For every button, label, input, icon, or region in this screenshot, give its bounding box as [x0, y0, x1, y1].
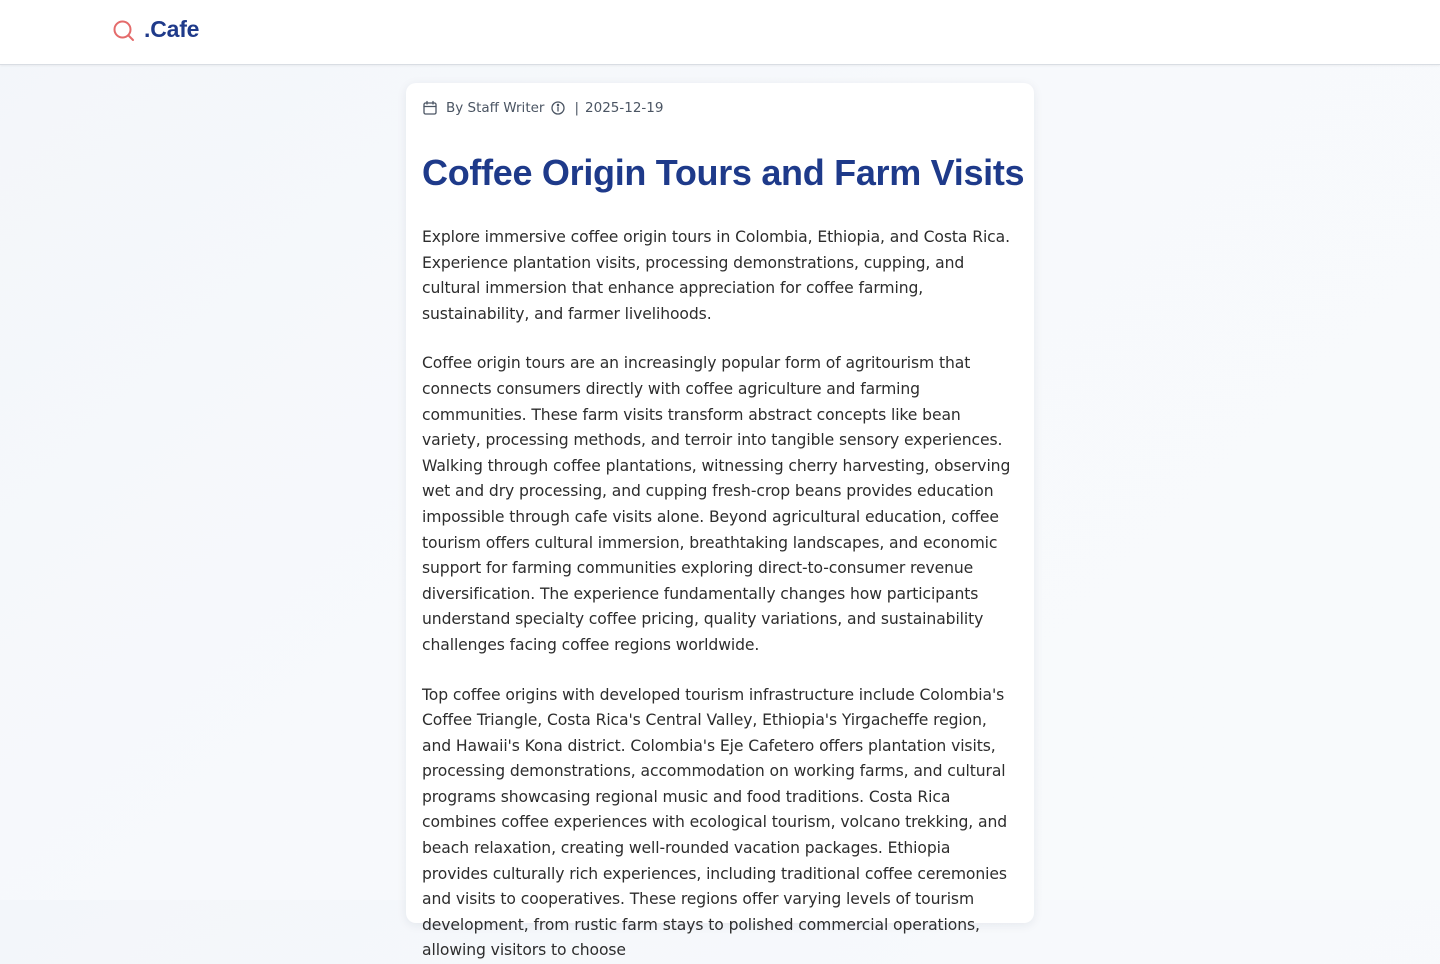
meta-separator: |	[574, 100, 579, 116]
article-date: 2025-12-19	[585, 100, 663, 116]
search-icon	[112, 19, 136, 43]
calendar-icon	[422, 100, 438, 116]
logo-text: .Cafe	[144, 16, 199, 43]
article-body	[422, 225, 1018, 964]
article-card	[406, 83, 1034, 923]
info-icon	[550, 100, 566, 116]
article-author: By Staff Writer	[446, 100, 544, 116]
site-logo[interactable]	[112, 16, 199, 43]
article-title: Coffee Origin Tours and Farm Visits	[422, 151, 1018, 195]
site-header	[0, 0, 1440, 65]
article-paragraph: Coffee origin tours are an increasingly popular form of agritourism that connects consumers directly with coffee agriculture and farming communities. These farm visits transform abstract concepts like bean variety, processing methods, and terroir into tangible sensory experiences. Walking through coffee plantations, witnessing cherry harvesting, observing wet and dry processing, and cupping fresh-crop beans provides education impossible through cafe visits alone. Beyond agricultural education, coffee tourism offers cultural immersion, breathtaking landscapes, and economic support for farming communities exploring direct-to-consumer revenue diversification. The experience fundamentally changes how participants understand specialty coffee pricing, quality variations, and sustainability challenges facing coffee regions worldwide.	[422, 351, 1018, 658]
article-paragraph: Top coffee origins with developed tourism infrastructure include Colombia's Coffee Triangle, Costa Rica's Central Valley, Ethiopia's Yirgacheffe region, and Hawaii's Kona district. Colombia's Eje Cafetero offers plantation visits, processing demonstrations, accommodation on working farms, and cultural programs showcasing regional music and food traditions. Costa Rica combines coffee experiences with ecological tourism, volcano trekking, and beach relaxation, creating well-rounded vacation packages. Ethiopia provides culturally rich experiences, including traditional coffee ceremonies and visits to cooperatives. These regions offer varying levels of tourism development, from rustic farm stays to polished commercial operations, allowing visitors to choose	[422, 683, 1018, 964]
article-paragraph: Explore immersive coffee origin tours in Colombia, Ethiopia, and Costa Rica. Experience plantation visits, processing demonstrations, cupping, and cultural immersion that enhance appreciation for coffee farming, sustainability, and farmer livelihoods.	[422, 225, 1018, 327]
article-meta	[422, 97, 1018, 119]
